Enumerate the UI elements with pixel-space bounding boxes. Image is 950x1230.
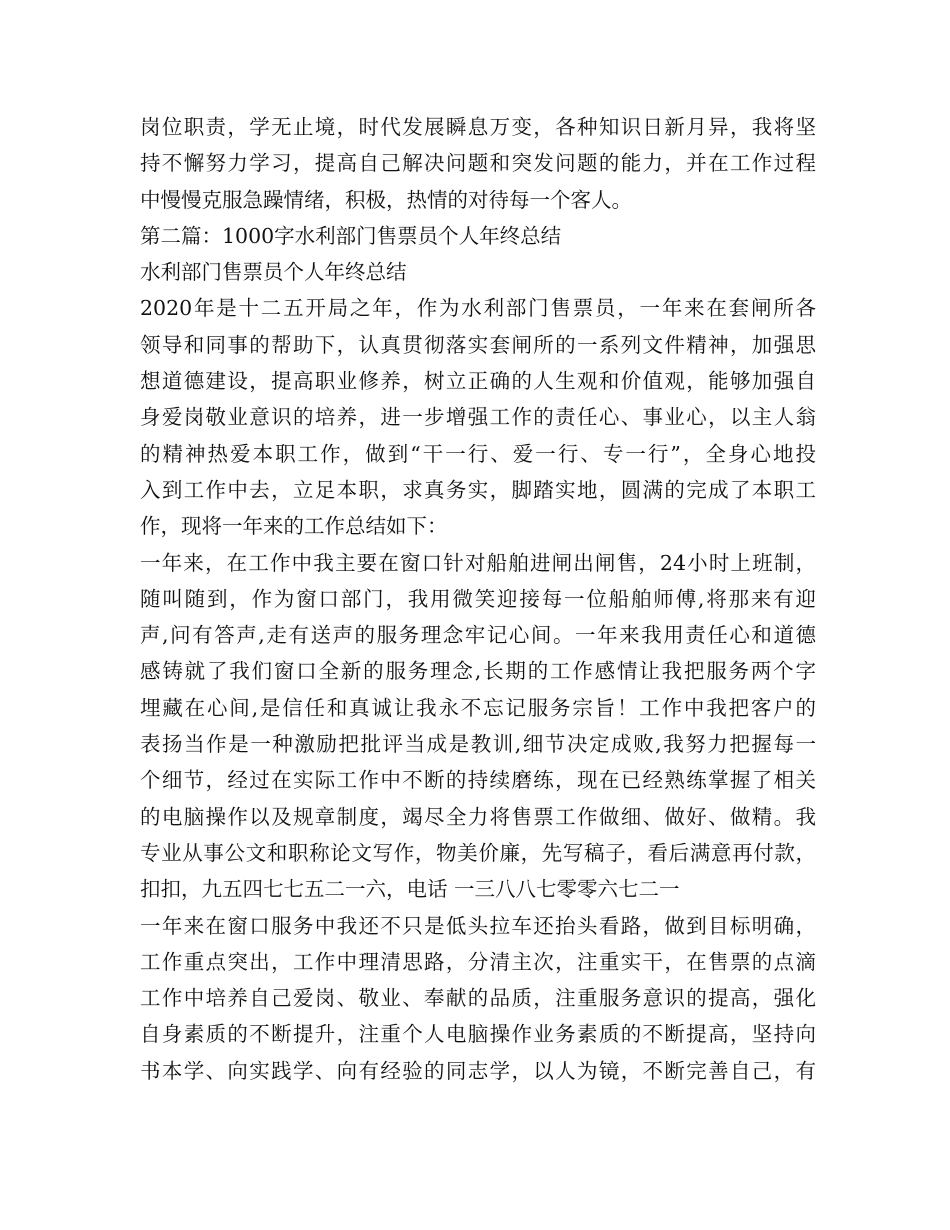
text-line: 领导和同事的帮助下，认真贯彻落实套闸所的一系列文件精神，加强思 bbox=[140, 332, 816, 357]
text-line: 工作中培养自己爱岗、敬业、奉献的品质，注重服务意识的提高，强化 bbox=[140, 986, 816, 1011]
text-line: 扣扣，九五四七七五二一六，电话 一三八八七零零六七二一 bbox=[140, 877, 680, 902]
text-line: 水利部门售票员个人年终总结 bbox=[140, 260, 407, 285]
text-line: 一年来，在工作中我主要在窗口针对船舶进闸出闸售，24小时上班制， bbox=[140, 550, 816, 575]
text-line: 的精神热爱本职工作，做到“干一行、爱一行、专一行”，全身心地投 bbox=[140, 441, 816, 466]
text-line: 一年来在窗口服务中我还不只是低头拉车还抬头看路，做到目标明确， bbox=[140, 913, 816, 938]
text-line: 身爱岗敬业意识的培养，进一步增强工作的责任心、事业心，以主人翁 bbox=[140, 405, 816, 430]
text-line: 第二篇：1000字水利部门售票员个人年终总结 bbox=[140, 223, 562, 248]
text-line: 中慢慢克服急躁情绪，积极，热情的对待每一个客人。 bbox=[140, 187, 632, 212]
text-line: 声,问有答声,走有送声的服务理念牢记心间。一年来我用责任心和道德 bbox=[140, 623, 816, 648]
text-line: 书本学、向实践学、向有经验的同志学，以人为镜，不断完善自己，有 bbox=[140, 1058, 816, 1083]
text-line: 随叫随到，作为窗口部门，我用微笑迎接每一位船舶师傅,将那来有迎 bbox=[140, 586, 816, 611]
text-line: 表扬当作是一种激励把批评当成是教训,细节决定成败,我努力把握每一 bbox=[140, 732, 816, 757]
text-line: 专业从事公文和职称论文写作，物美价廉，先写稿子，看后满意再付款， bbox=[140, 840, 816, 865]
text-line: 入到工作中去，立足本职，求真务实，脚踏实地，圆满的完成了本职工 bbox=[140, 477, 816, 502]
document-body bbox=[140, 109, 816, 1089]
text-line: 持不懈努力学习，提高自己解决问题和突发问题的能力，并在工作过程 bbox=[140, 151, 816, 176]
text-line: 个细节，经过在实际工作中不断的持续磨练，现在已经熟练掌握了相关 bbox=[140, 768, 816, 793]
text-line: 2020年是十二五开局之年，作为水利部门售票员，一年来在套闸所各 bbox=[140, 296, 816, 321]
text-line: 埋藏在心间,是信任和真诚让我永不忘记服务宗旨！工作中我把客户的 bbox=[140, 695, 816, 720]
text-line: 作，现将一年来的工作总结如下： bbox=[140, 514, 448, 539]
text-line: 自身素质的不断提升，注重个人电脑操作业务素质的不断提高，坚持向 bbox=[140, 1022, 816, 1047]
text-line: 工作重点突出，工作中理清思路，分清主次，注重实干，在售票的点滴 bbox=[140, 949, 816, 974]
text-line: 感铸就了我们窗口全新的服务理念,长期的工作感情让我把服务两个字 bbox=[140, 659, 816, 684]
text-line: 想道德建设，提高职业修养，树立正确的人生观和价值观，能够加强自 bbox=[140, 369, 816, 394]
text-line: 岗位职责，学无止境，时代发展瞬息万变，各种知识日新月异，我将坚 bbox=[140, 115, 816, 139]
text-line: 的电脑操作以及规章制度，竭尽全力将售票工作做细、做好、做精。我 bbox=[140, 804, 816, 829]
